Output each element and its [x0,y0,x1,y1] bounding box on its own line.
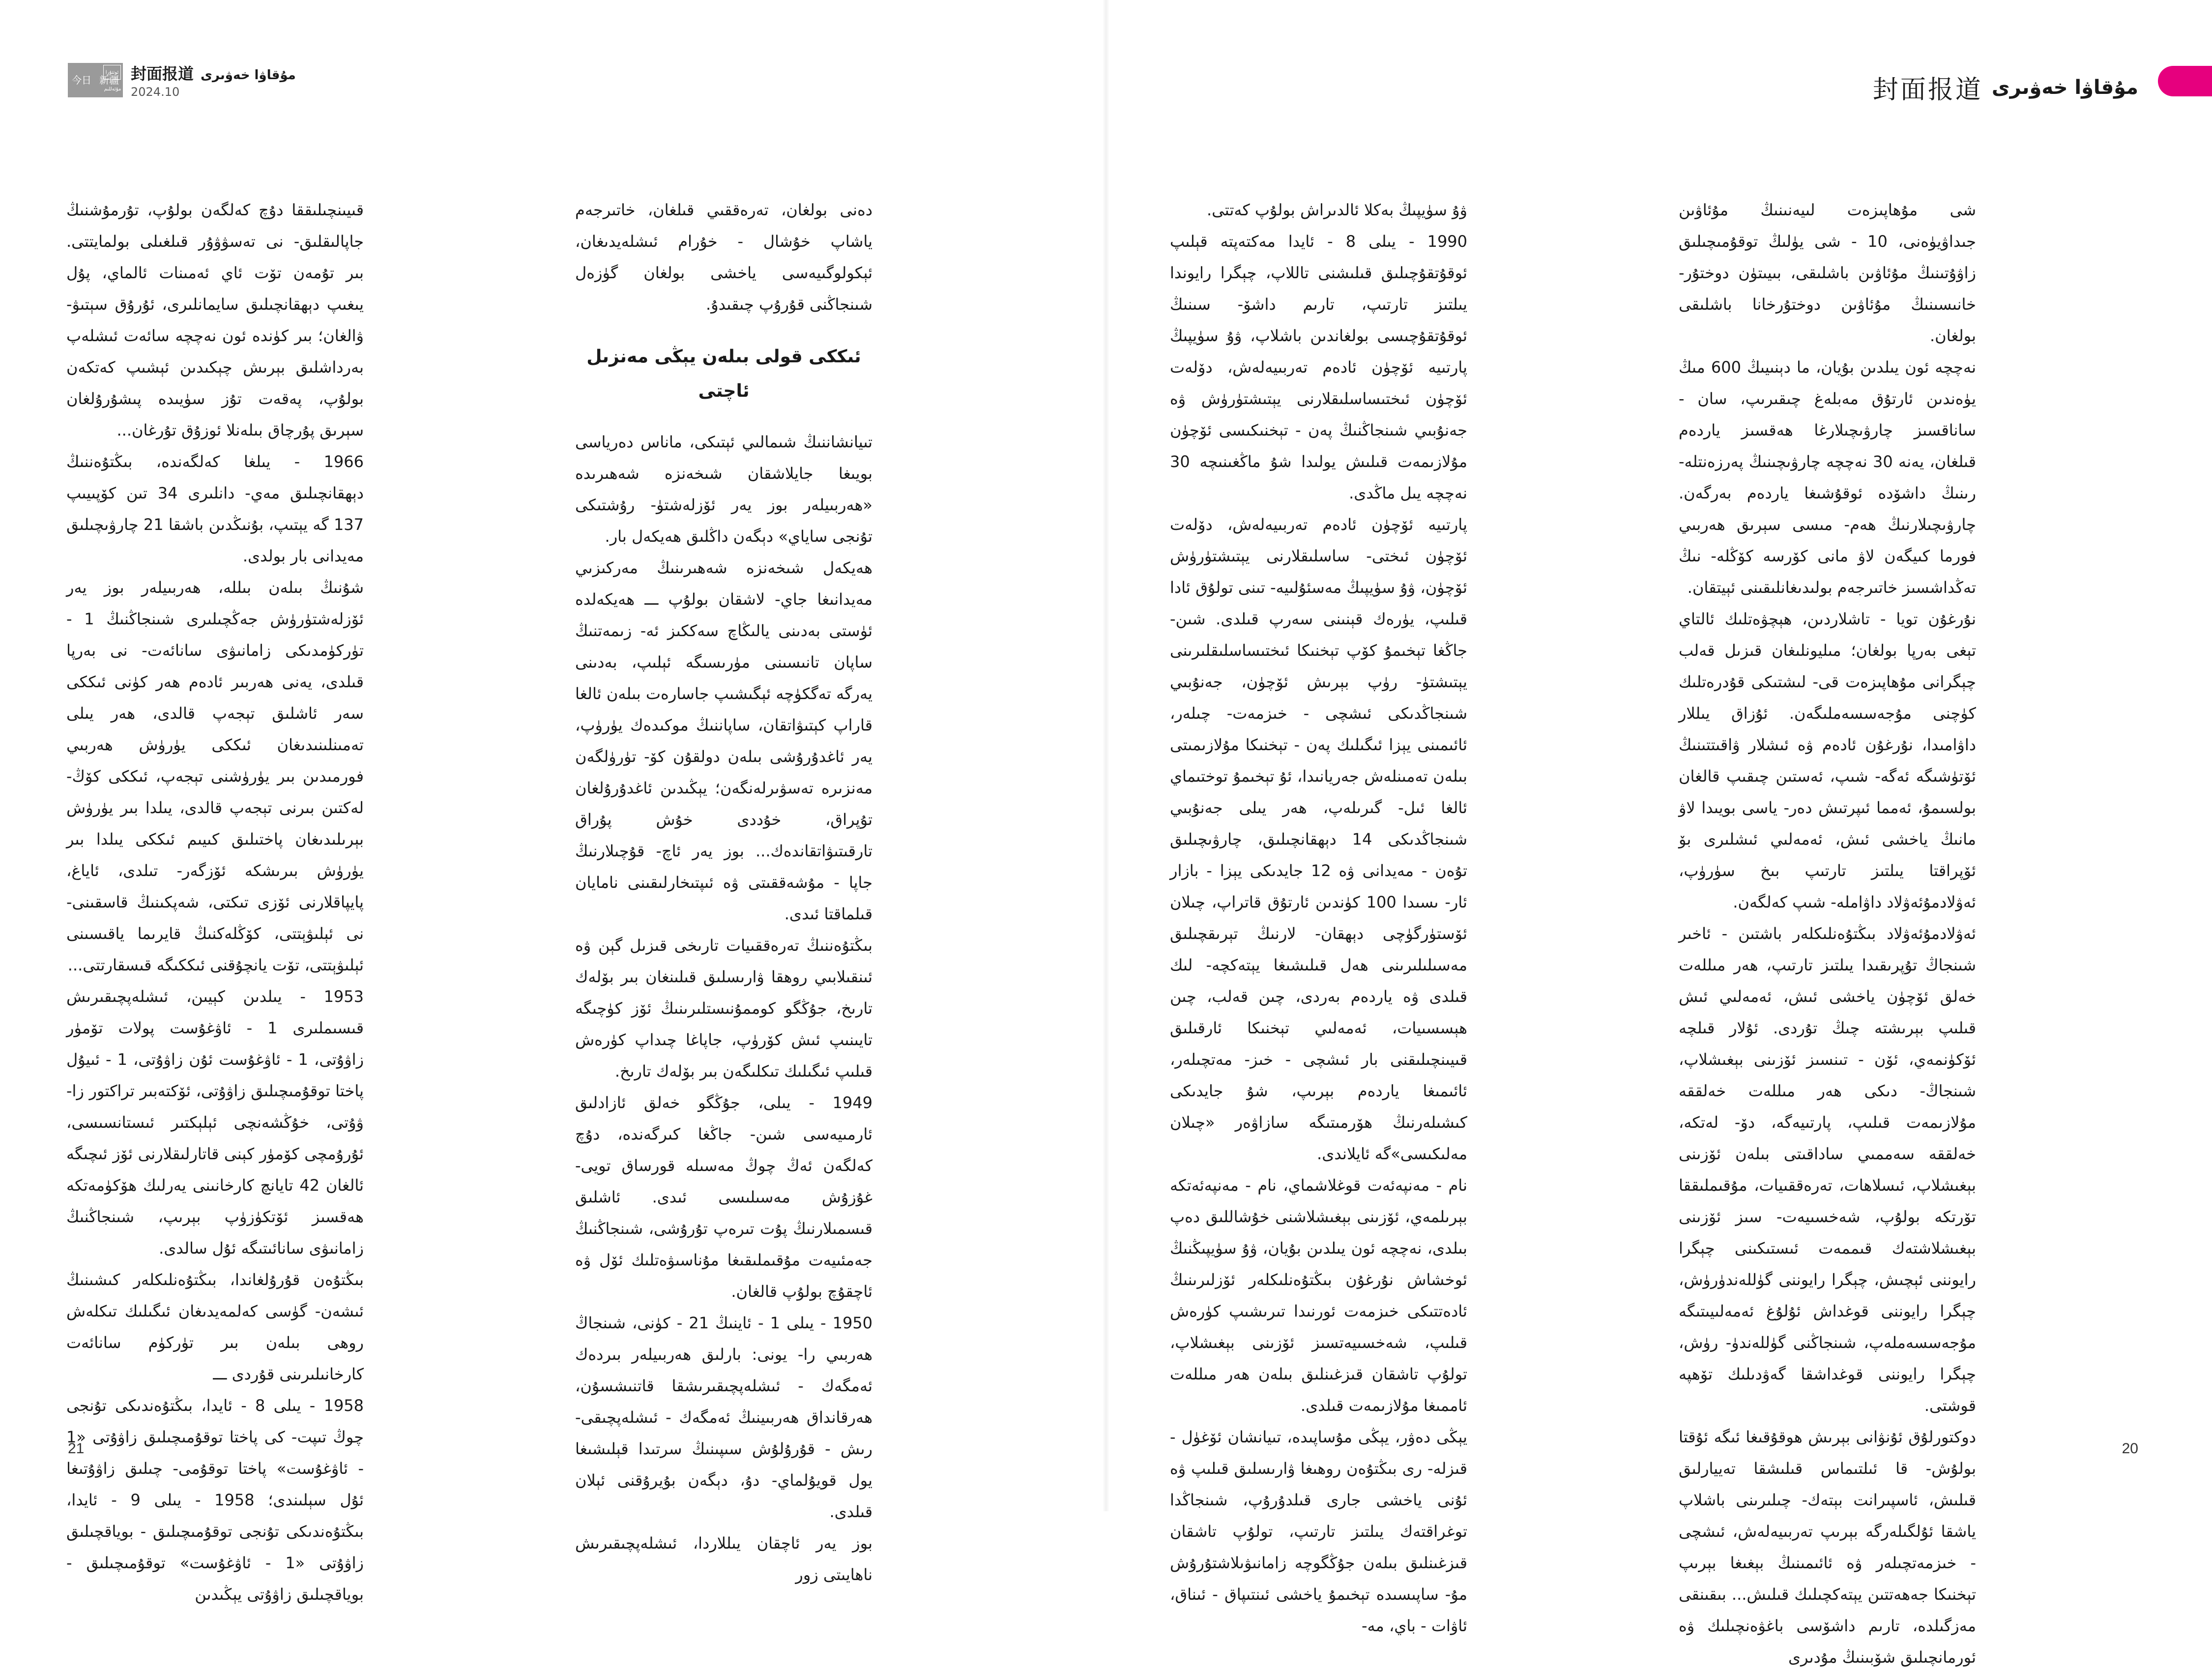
paragraph: ھەيكەل شىخەنزە شەھىرىنىڭ مەركىزىي مەيدانىغا جاي- لاشقان بولۇپ ـــ ھەيكەلدە ئۈستى بەدىنى يالىڭاچ سەككىز ئە- زىمەتنىڭ ساپان تانىسىنى مۈرىسىگە ئېلىپ، بەدىنى يەرگە تەگكۈچە ئېگىشىپ جاسارەت بىلەن ئالغا قاراپ كېتىۋاتقان، ساپاننىڭ موكىدەك يۈرۈپ، يەر ئاغدۇرۇشى بىلەن دولقۇن كۆ- تۈرۈلگەن مەنزىرە تەسۋىرلەنگەن؛ يېڭىدىن ئاغدۇرۇلغان تۇپراق، خۇددى خۇش پۇراق تارقىتىۋاتقاندەك... بوز يەر ئاچ- قۇچىلارنىڭ جاپا - مۇشەققىتى ۋە ئىپتىخارلىقىنى نامايان قىلماقتا ئىدى. [575,558,873,923]
paragraph: دەنى بولغان، تەرەققىي قىلغان، خاتىرجەم ياشاپ خۇشال - خۇرام ئىشلەيدىغان، ئېكولوگىيەسى ياخشى بولغان گۈزەل شىنجاڭنى قۇرۇپ چىقىدۇ. [575,201,873,314]
seal-tag-2: مۇئەللىم [104,86,121,92]
section-color-tab [2158,66,2212,96]
paragraph: شۇنىڭ بىلەن بىللە، ھەربىيلەر بوز يەر ئۆزلەشتۈرۈش جەڭچىلىرى شىنجاڭنىڭ 1 - تۈركۈمدىكى زامانىۋى سانائەت- نى بەرپا قىلدى، يەنى ھەربىر ئادەم ھەر كۈنى ئىككى سەر ئاشلىق تېجەپ قالدى، ھەر يىلى تەمىنلىنىدىغان ئىككى يۈرۈش ھەربىي فورمىدىن بىر يۈرۈشنى تېجەپ، ئىككى كۆڭ- لەكتىن بىرنى تېجەپ قالدى، يىلدا بىر يۈرۈش بېرىلىدىغان پاختىلىق كىيىم ئىككى يىلدا بىر يۈرۈش بىرىشكە ئۆزگەر- تىلدى، ئاياغ، پايپاقلارنى ئۆزى تىكتى، شەپكىنىڭ قاسقىنى- نى ئېلىۋېتتى، كۆڭلەكنىڭ قايرىما ياقىسىنى ئېلىۋېتتى، تۆت يانچۇقنى ئىككىگە قىسقارتتى... [66,578,364,974]
paragraph: يېڭى دەۋر، يېڭى مۇساپىدە، تىيانشان ئۆغۈل - قىزلە- رى بىڭتۇەن روھىغا ۋارىسلىق قىلىپ ۋە ئۇنى ياخشى جارى قىلدۇرۇپ، شىنجاڭدا توغراقتەك يىلتىز تارتىپ، تولۇپ تاشقان قىزغىنلىق بىلەن جۇڭگوچە زامانىۋىلاشتۇرۇش مۇ- ساپىسىدە تېخىمۇ ياخشى ئىنتىپاق - ئىناق، ئاۋات - باي، مە- [1170,1428,1467,1635]
section-title-chinese: 封面报道 [131,64,194,83]
paragraph: 1950 - يىلى 1 - ئاينىڭ 21 - كۈنى، شىنجاڭ ھەربىي را- يونى: بارلىق ھەربىيلەر بىردەك ئەمگەك - ئىشلەپچىقىرىشقا قاتنىشسۇن، ھەرقانداق ھەربىينىڭ ئەمگەك - ئىشلەپچىقى- رىش - قۇرۇلۇش سىپىنىڭ سرتىدا قېلىشىغا يول قويۇلماي- دۇ، دېگەن بۇيرۇقنى ئېلان قىلدى. [575,1314,873,1521]
paragraph: نام - مەنپەئەت قوغلاشماي، نام - مەنپەئەتكە بېرىلمەي، ئۆزىنى بېغىشلاشنى خۇشاللىق دەپ بىلدى، نەچچە ئون يىلدىن بۇيان، ۋۇ سۈيپىڭنىڭ ئوخشاش نۇرغۇن بىڭتۇەنلىكلەر ئۆزلىرىنىڭ ئادەتتىكى خىزمەت ئورنىدا تىرىشىپ كۈرەش قىلىپ، شەخسىيەتسىز ئۆزىنى بېغىشلاپ، تولۇپ تاشقان قىزغىنلىق بىلەن ھەر مىللەت ئاممىغا مۇلازىمەت قىلدى. [1170,1176,1467,1415]
paragraph: 1953 - يىلدىن كېيىن، ئىشلەپچىقىرىش قىسىملىرى 1 - ئاۋغۇست پولات تۆمۈر زاۋۇتى، 1 - ئاۋغۇست ئۇن زاۋۇتى، 1 - ئىيۇل پاختا توقۇمىچىلىق زاۋۇتى، ئۆكتەبىر تراكتور زا- ۋۇتى، خۇڭشەنچى ئېلېكتىر ئىستانسىسى، ئۇرۇمچى كۆمۈر كېنى قاتارلىقلارنى ئۆز ئىچىگە ئالغان 42 تايانچ كارخانىنى يەرلىك ھۆكۈمەتكە ھەقسىز ئۆتكۈزۈپ بېرىپ، شىنجاڭنىڭ زامانىۋى سانائىتىگە ئۇل سالدى. [66,987,364,1258]
paragraph: دوكتورلۇق ئۇنۋانى بېرىش ھوقۇقىغا ئىگە ئۇقتا بولۇش- قا ئىلتىماس قىلىشقا تەييارلىق قىلىش، ئاسپىرانت بېتەك- چىلىرىنى باشلاپ ياشقا ئۇلگىلەرگە بېرىپ تەربىيەلەش، ئىشچى - خىزمەتچىلەر ۋە ئائىمىنىڭ بېغىغا بېرىپ تېخنىكا جەھەتتىن يېتەكچىلىك قىلىش... بىقىنقى مەزگىلدە، تارىم داشۆسى باغۋەنچىلىك ۋە ئورمانچىلىق شۆبىنىڭ مۇدىرى [1679,1428,1976,1667]
left-page [0,0,1106,1604]
magazine-seal-logo [68,63,123,97]
seal-char-2: 新疆 [99,74,119,86]
seal-char-1: 今日 [72,74,91,86]
left-header-text [131,61,296,99]
paragraph: 1958 - يىلى 8 - ئايدا، بىڭتۇەندىكى تۇنجى چوڭ تىپت- كى پاختا توقۇمىچىلىق زاۋۇتى «1 - ئاۋغۇست» پاختا توقۇمى- چىلىق زاۋۇتىغا ئۇل سېلىندى؛ 1958 - يىلى 9 - ئايدا، بىڭتۇەندىكى تۇنجى توقۇمىچىلىق - بوياقچىلىق زاۋۇتى «1 - ئاۋغۇست» توقۇمىچىلىق - بوياقچىلىق زاۋۇتى يېڭىدىن [66,1396,364,1604]
subheading: ئىككى قولى بىلەن يېڭى مەنزىل ئاچتى [586,347,861,401]
paragraph: نۇرغۇن تويا - تاشلاردىن، ھېچۋەتلىك ئالتاي تېغى بەرپا بولغان؛ مىليونلىغان قىزىل قەلب چېگرانى مۇھاپىزەت قى- لىشتىكى قۇدرەتلىك كۈچنى مۇجەسسەملىگەن. ئۇزاق يىللار داۋامىدا، نۇرغۇن ئادەم ۋە ئىشلار ۋاقىتتىنىڭ ئۆتۈشىگە ئەگە- شىپ، ئەستىن چىقىپ قالغان بولسىمۇ، ئەمما ئىپرتىش دەر- ياسى بويىدا لاۋ مانىڭ ياخشى ئىش، ئەمەلىي ئىشلىرى بۆ ئۆپراقتا يىلتىز تارتىپ بىخ سۈرۈپ، ئەۋلادمۇئەۋلاد داۋاملە- شىپ كەلگەن. [1679,610,1976,911]
paragraph: شى مۇھاپىزەت لىيەنىنىڭ مۇئاۋىن جىداۋيۈەنى، 10 - شى يۈلىڭ توقۇمىچىلىق زاۋۇتىنىڭ مۇئاۋىن باشلىقى، بىيىتۈن دوختۇر- خانىسىنىڭ مۇئاۋىن دوختۇرخانا باشلىقى بولغان. [1679,201,1977,345]
paragraph: 1949 - يىلى، جۇڭگو خەلق ئازادلىق ئارمىيەسى شىن- جاڭغا كىرگەندە، دۇچ كەلگەن ئەڭ چوڭ مەسىلە قورساق تويى- غۇزۇش مەسىلىسى ئىدى. ئاشلىق قىسمىلارنىڭ پۇت تىرەپ تۇرۇشى، شىنجاڭنىڭ جەمئىيەت مۇقىملىقىغا مۇناسىۋەتلىك ئۆل ۋە ئاچقۇچ بولۇپ قالغان. [575,1093,873,1301]
page-number-left: 21 [68,1440,85,1457]
paragraph: ئەۋلادمۇئەۋلاد بىڭتۇەنلىكلەر باشتىن - ئاخىر شىنجاڭ تۇپرىقىدا يىلتىز تارتىپ، ھەر مىللەت خەلق ئۆچۈن ياخشى ئىش، ئەمەلىي ئىش قىلىپ بېرىشتە چىڭ تۇردى. ئۇلار قىلچە ئۆكۈنمەي، ئۆن - تىنسىز ئۆزىنى بېغىشلاپ، شىنجاڭ- دىكى ھەر مىللەت خەلققە مۇلازىمەت قىلىپ، پارتىيەگە، دۆ- لەتكە، خەلققە سەممىي ساداقىتى بىلەن ئۆزىنى بېغىشلاپ، ئىسلاھات، تەرەققىيات، مۇقىملىققا تۆرتكە بولۇپ، شەخسىيەت- سىز ئۆزىنى بېغىشلاشتەك قىممەت ئىستىكىنى چېگرا رايوننى ئېچىش، چېگرا رايوننى گۈللەندۈرۈش، چېگرا رايوننى قوغداش ئۇلۇغ ئەمەلىيىتىگە مۇجەسسەملەپ، شىنجاڭنى گۈللەندۈ- رۈش، چېگرا رايوننى قوغداشقا گەۋدىلىك تۆھپە قوشتى. [1679,924,1976,1415]
text-column-4 [1679,194,1976,1673]
text-column-3 [1170,194,1467,1642]
text-column-2 [575,194,873,1590]
page-number-right: 20 [2122,1440,2138,1457]
section-title-chinese-large: 封面报道 [1872,75,1983,105]
text-column-1 [66,194,364,1610]
left-page-header [68,63,296,97]
paragraph: بوز يەر ئاچقان يىللاردا، ئىشلەپچىقىرىش ناھايىتى زور [575,1534,873,1584]
issue-date: 2024.10 [131,85,180,99]
paragraph: بىڭتۇەن قۇرۇلغاندا، بىڭتۇەنلىكلەر كىشىنىڭ ئىشەن- گۈسى كەلمەيدىغان ئىگىلىك تىكلەش روھى بىلەن بىر تۈركۈم سانائەت كارخانىلىرىنى قۇردى ـــ [66,1270,364,1383]
paragraph: نەچچە ئون يىلدىن بۇيان، ما دېنىيىڭ 600 مىڭ يۈەندىن ئارتۇق مەبلەغ چىقىرىپ، سان - ساناقسىز چارۋىچىلارغا ھەقسىز ياردەم قىلغان، يەنە 30 نەچچە چارۋىچىنىڭ پەرزەنتلە- رىنىڭ داشۆدە ئوقۇشىغا ياردەم بەرگەن. چارۋىچىلارنىڭ ھەم- مىسى سېرىق ھەربىي فورما كىيگەن لاۋ مانى كۆرسە كۆڭلە- نىڭ تەڭداشسىز خاتىرجەم بولىدىغانلىقىنى ئېيتقان. [1679,358,1977,597]
paragraph: پارتىيە ئۆچۈن ئادەم تەربىيەلەش، دۆلەت ئۆچۈن ئىختى- ساسلىقلارنى يېتىشتۈرۈش ئۆچۈن، ۋۇ سۈيپىڭ مەسئۇلىيە- تىنى تولۇق ئادا قىلىپ، يۈرەك قېنىنى سەرپ قىلدى. شىن- جاڭغا تېخىمۇ كۆپ تېخنىكا ئىختىساسلىقلىرىنى يېتىشتۈ- رۈپ بېرىش ئۆچۈن، جەنۇبىي شىنجاڭدىكى ئىشچى - خىزمەت- چىلەر، ئائىمىنى يېزا ئىگىلىك پەن - تېخنىكا مۇلازىمىتى بىلەن تەمىنلەش جەريانىدا، ئۇ تېخىمۇ توختىماي ئالغا ئىل- گىرىلەپ، ھەر يىلى جەنۇبىي شىنجاڭدىكى 14 دېھقانچىلىق، چارۋىچىلىق تۇەن - مەيدانى ۋە 12 جايدىكى يېزا - بازار ئار- ىسىدا 100 كۈندىن ئارتۇق قاتراپ، چىلان ئۆستۈرگۈچى دېھقان- لارنىڭ تېرىقچىلىق مەسىلىلىرىنى ھەل قىلىشىغا يېتەكچە- لىك قىلدى ۋە ياردەم بەردى، چىن قەلب، چىن ھېسسىيات، ئەمەلىي تېخنىكا ئارقىلىق قىيىنچىلىقنى بار ئىشچى - خىز- مەتچىلەر، ئائىمىغا ياردەم بېرىپ، شۇ جايدىكى كىشىلەرنىڭ ھۆرمىتىگە سازاۋەر «چىلان مەلىكىسى»گە ئايلاندى. [1170,515,1468,1163]
paragraph: ۋۇ سۈيپىڭ بەكلا ئالدىراش بولۇپ كەتتى. [1206,201,1467,219]
paragraph: 1966 - يىلغا كەلگەندە، بىڭتۇەننىڭ دېھقانچىلىق مەي- دانلىرى 34 تىن كۆپىيىپ 137 گە يېتىپ، بۇنىڭدىن باشقا 21 چارۋىچىلىق مەيدانى بار بولدى. [66,452,364,565]
seal-tag: ئوتتۇرا [103,65,121,80]
section-title-uyghur-large: مۇقاۋا خەۋىرى [1991,76,2138,99]
right-page [1106,0,2212,1667]
paragraph: تىيانشاننىڭ شىمالىي ئېتىكى، ماناس دەرياسى بويىغا جايلاشقان شىخەنزە شەھىرىدە «ھەربىيلەر بوز يەر ئۆزلەشتۈ- رۇشتىكى تۇنجى ساياي» دېگەن داڭلىق ھەيكەل بار. [575,433,873,546]
right-page-header [1873,69,2138,106]
paragraph: قىيىنچىلىققا دۇچ كەلگەن بولۇپ، تۇرمۇشنىڭ جاپالىقلىق- نى تەسۋۋۇر قىلغىلى بولمايتتى. بىر تۇمەن تۆت ئاي ئەمىنات ئالماي، پۇل يىغىپ دېھقانچىلىق سايمانلىرى، ئۇرۇق سېتىۋ- ۋالغان؛ بىر كۈندە ئون نەچچە سائەت ئىشلەپ بەرداشلىق بېرىش چېكىدىن ئېشىپ كەتكەن بولۇپ، پەقەت تۇز سۈيىدە پىشۇرۇلغان سېرىق پۇرچاق بىلەنلا ئوزۇق تۇرغان... [66,201,364,440]
paragraph: 1990 - يىلى 8 - ئايدا مەكتەپتە قېلىپ ئوقۇتقۇچىلىق قىلىشنى تاللاپ، چېگرا رايوندا يىلتىز تارتىپ، تارىم داشۆ- سىنىڭ ئوقۇتقۇچىسى بولغاندىن باشلاپ، ۋۇ سۈيپىڭ پارتىيە ئۆچۈن ئادەم تەربىيەلەش، دۆلەت ئۆچۈن ئىختىساسلىقلارنى يېتىشتۈرۈش ۋە جەنۇبىي شىنجاڭنىڭ پەن - تېخنىكىسى ئۆچۈن مۇلازىمەت قىلىش يولىدا شۇ ماڭغىنىچە 30 نەچچە يىل ماڭدى. [1170,232,1468,502]
paragraph: بىڭتۇەننىڭ تەرەققىيات تارىخى قىزىل گېن ۋە ئىنقىلابىي روھقا ۋارىسلىق قىلىنغان بىر بۆلەك تارىخ، جۇڭگو كوممۇنىستلىرىنىڭ ئۆز كۈچىگە تايىنىپ ئىش كۆرۈپ، جاپاغا چىداپ كۈرەش قىلىپ ئىگىلىك تىكلىگەن بىر بۆلەك تارىخ. [575,936,873,1081]
section-title-uyghur: مۇقاۋا خەۋىرى [201,68,296,83]
